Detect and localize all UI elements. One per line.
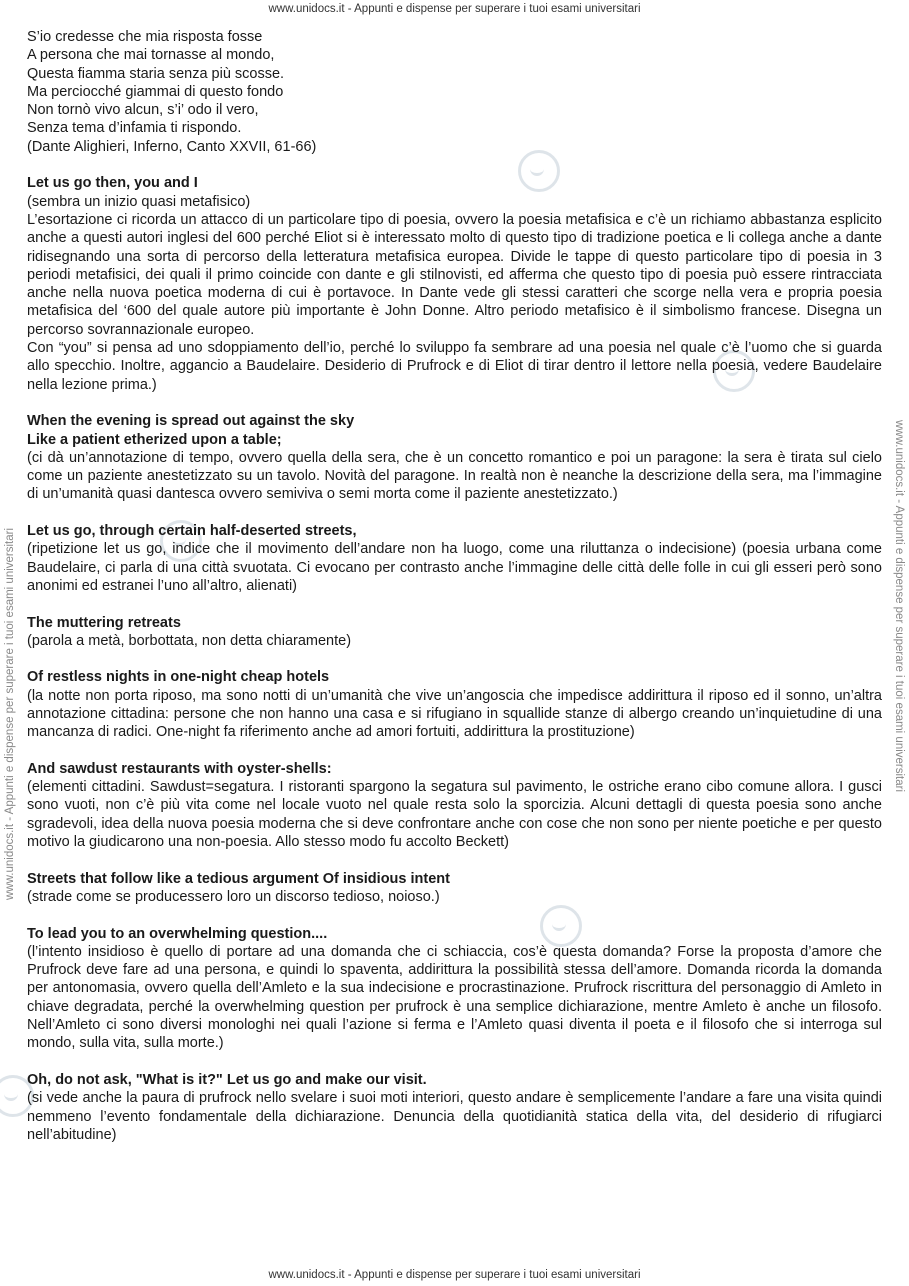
verse-heading: When the evening is spread out against the sky — [27, 413, 355, 430]
side-watermark-left: www.unidocs.it - Appunti e dispense per superare i tuoi esami universitari — [4, 527, 16, 900]
epigraph-line: A persona che mai tornasse al mondo, — [27, 47, 275, 64]
epigraph-line: Ma perciocché giammai di questo fondo — [27, 83, 284, 100]
section-3 — [27, 522, 882, 595]
commentary: (parola a metà, borbottata, non detta chiaramente) — [27, 632, 352, 649]
commentary: (si vede anche la paura di prufrock nello svelare i suoi moti interiori, questo andare è semplicemente l’andare a fare una visita quindi nemmeno l’evento fondamentale della dichiarazione. Denuncia della quotidianità statica della vita, del desiderio di rifugiarci nell’abitudine) — [27, 1090, 882, 1143]
epigraph-line: Senza tema d’infamia ti rispondo. — [27, 120, 242, 137]
verse-heading: Oh, do not ask, "What is it?" Let us go and make our visit. — [27, 1071, 427, 1088]
commentary: (ci dà un’annotazione di tempo, ovvero quella della sera, che è un concetto romantico e poi un paragone: la sera è tirata sul cielo come un paziente anestetizzato su un tavolo. Novità del paragone. In realtà non è neanche la descrizione della sera, ma l’immagine di un’umanità quasi dantesca ovvero semiviva o semi morta come il paziente anestetizzato.) — [27, 449, 882, 503]
section-7 — [27, 870, 882, 907]
commentary: (la notte non porta riposo, ma sono notti di un’umanità che vive un’angoscia che impedisce addirittura il riposo ed il sonno, un’altra annotazione cittadina: persone che non hanno una casa e si rifugiano in squallide stanze di albergo creando un’inquietudine di una mancanza di radici. One-night fa riferimento anche ad amori fortuiti, addirittura la prostituzione) — [27, 687, 882, 741]
section-5 — [27, 668, 882, 741]
document-body — [27, 28, 882, 1144]
verse-heading: Streets that follow like a tedious argument Of insidious intent — [27, 870, 450, 887]
commentary: (l’intento insidioso è quello di portare ad una domanda che ci schiaccia, cos’è questa domanda? Forse la proposta d’amore che Prufrock deve fare ad una persona, e quindi lo spaventa, addirittura la possibilità stessa dell’amore. Domanda ricorda la domanda per antonomasia, ovvero quella dell’Amleto e la sua indecisione e procrastinazione. Prufrock riscrittura del personaggio di Amleto in chiave degradata, perché la overwhelming question per prufrock è una semplice dichiarazione, mentre Amleto è anche un filosofo. Nell’Amleto ci sono diversi monologhi nei quali l’azione si ferma e l’Amleto quasi diventa il poeta e il filosofo che si interroga sul mondo, sulla vita, sulla morte.) — [27, 943, 882, 1052]
commentary: (ripetizione let us go, indice che il movimento dell’andare non ha luogo, come una riluttanza o indecisione) (poesia urbana come Baudelaire, ci parla di una città svuotata. Ci evocano per contrasto anche l’immagine delle città delle folle in cui gli esseri però sono anonimi ed estranei l’uno all’altro, alienati) — [27, 541, 882, 594]
header-banner: www.unidocs.it - Appunti e dispense per superare i tuoi esami universitari — [268, 3, 641, 15]
commentary: Con “you” si pensa ad uno sdoppiamento dell’io, perché lo sviluppo fa sembrare ad una poesia nel quale c’è l’uomo che si guarda allo specchio. Inoltre, aggancio a Baudelaire. Desiderio di Prufrock e di Eliot di tirar dentro il lettore nella poesia, vedere Baudelaire nella lezione prima.) — [27, 340, 882, 393]
verse-heading: The muttering retreats — [27, 614, 181, 631]
section-2 — [27, 412, 882, 503]
epigraph — [27, 28, 882, 156]
verse-heading: Like a patient etherized upon a table; — [27, 431, 282, 448]
commentary: (strade come se producessero loro un discorso tedioso, noioso.) — [27, 888, 440, 905]
verse-heading: Let us go then, you and I — [27, 175, 198, 192]
footer-banner: www.unidocs.it - Appunti e dispense per superare i tuoi esami universitari — [268, 1269, 641, 1281]
epigraph-line: Non tornò vivo alcun, s’i’ odo il vero, — [27, 102, 259, 119]
verse-heading: And sawdust restaurants with oyster-shells: — [27, 760, 332, 777]
verse-heading: To lead you to an overwhelming question.... — [27, 925, 328, 942]
section-6 — [27, 760, 882, 851]
commentary: (elementi cittadini. Sawdust=segatura. I ristoranti spargono la segatura sul pavimento, le ostriche erano cibo comune allora. I gusci sono vuoti, non c’è più vita come nel locale vuoto nel quale resta solo la sporcizia. Alcuni dettagli di questa poesia sono anche sgradevoli, idea della nuova poesia moderna che si deve confrontare anche con cose che non sono per niente poetiche e per questo motivo la giudicarono una non-poesia. Allo stesso modo fu accolto Beckett) — [27, 779, 882, 851]
side-watermark-right: www.unidocs.it - Appunti e dispense per superare i tuoi esami universitari — [893, 420, 905, 793]
commentary: L’esortazione ci ricorda un attacco di un particolare tipo di poesia, ovvero la poesia metafisica e c’è un richiamo abbastanza esplicito anche a questi autori inglesi del 600 perché Eliot si è interessato molto di questo tipo di tradizione poetica e li collega anche a dante ridisegnando una sorta di percorso della letteratura metafisica europea. Divide le tappe di questo particolare tipo di poesia in 3 periodi metafisici, dei quali il primo coincide con dante e gli stilnovisti, ed afferma che questo tipo di poesia può essere rintracciata anche nella nuova poetica moderna di cui è portavoce. In Dante vede gli stessi caratteri che scorge nella vera e propria poesia metafisica del ‘600 del quale autore più importante è John Donne. Altro periodo metafisico è il simbolismo francese. Disegna un percorso sovrannazionale europeo. — [27, 211, 882, 338]
section-4 — [27, 614, 882, 651]
epigraph-line: S’io credesse che mia risposta fosse — [27, 29, 263, 45]
epigraph-line: Questa fiamma staria senza più scosse. — [27, 65, 285, 82]
section-9 — [27, 1071, 882, 1144]
epigraph-citation: (Dante Alighieri, Inferno, Canto XXVII, 61-66) — [27, 138, 317, 155]
section-8 — [27, 925, 882, 1053]
commentary: (sembra un inizio quasi metafisico) — [27, 193, 251, 210]
verse-heading: Of restless nights in one-night cheap hotels — [27, 669, 330, 686]
section-1 — [27, 174, 882, 394]
verse-heading: Let us go, through certain half-deserted streets, — [27, 523, 357, 540]
